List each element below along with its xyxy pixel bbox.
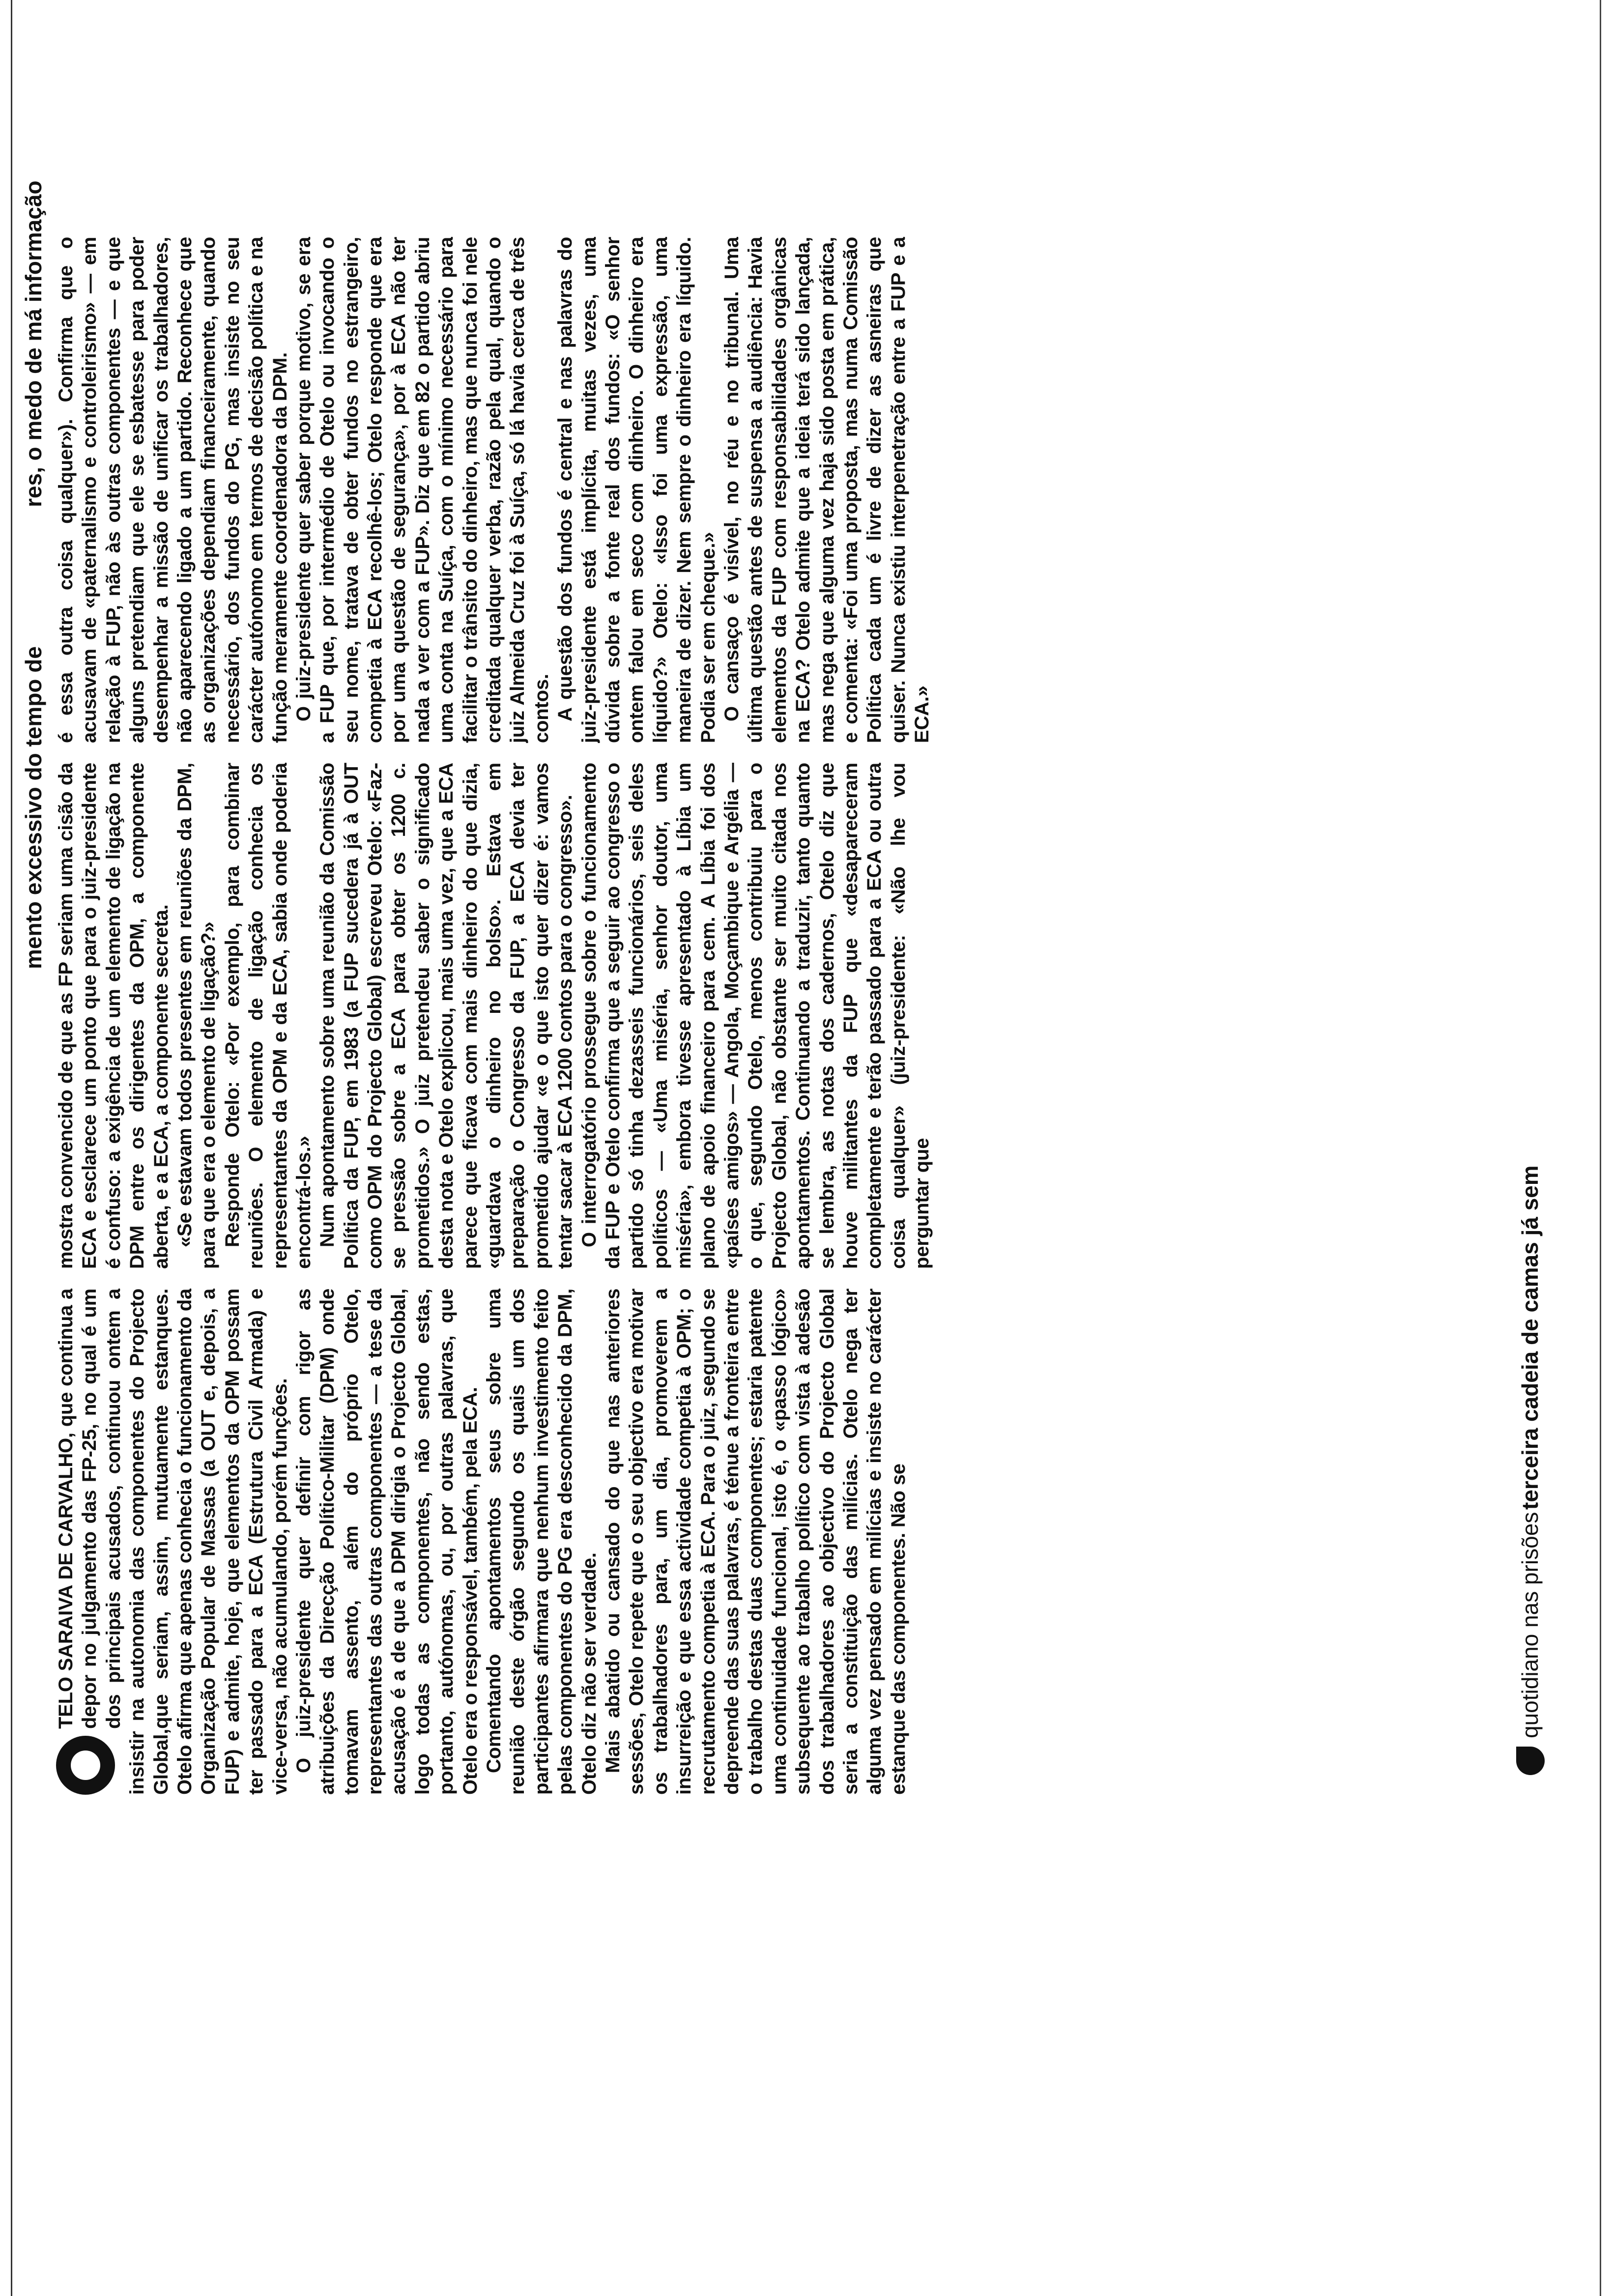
paragraph: A questão dos fundos é central e nas palavras do juiz-presidente está implícita, muitas vezes, uma dúvida sobre a fonte real dos fundos: «O senhor ontem falou em seco com dinheiro. O dinheiro era líquido?» Otelo: «Isso foi uma expressão, uma maneira de dizer. Nem sempre o dinheiro era líquido. Podia ser em cheque.» [554, 237, 719, 743]
paragraph: Num apontamento sobre uma reunião da Comissão Política da FUP, em 1983 (a FUP sucedera já à OUT como OPM do Projecto Global) escreveu Otelo: «Faz-se pressão sobre a ECA para obter os 1200 c. prometidos.» O juiz pretendeu saber o significado desta nota e Otelo explicou, mais uma vez, que a ECA parece que ficava com mais dinheiro do que dizia, «guardava o dinheiro no bolso». Estava em preparação o Congresso da FUP, a ECA devia ter prometido ajudar «e o que isto quer dizer é: vamos tentar sacar à ECA 1200 contos para o congresso». [317, 763, 576, 1269]
paragraph: mostra convencido de que as FP seriam uma cisão da ECA e esclarece um ponto que para o juiz-presidente é confuso: a exigência de um elemento de ligação na DPM entre os dirigentes da OPM, a componente aberta, e a ECA, a componente secreta. [55, 763, 172, 1269]
paragraph: Responde Otelo: «Por exemplo, para combinar reuniões. O elemento de ligação conhecia os representantes da OPM e da ECA, sabia onde poderia encontrá-los.» [221, 763, 315, 1269]
paragraph: é essa outra coisa qualquer»). Confirma que o acusavam de «paternalismo e controleirismo» — em relação à FUP, não às outras componentes — e que alguns pretendiam que ele se esbatesse para poder desempenhar a missão de unificar os trabalhadores, não aparecendo ligado a um partido. Reconhece que as organizações dependiam financeiramente, quando necessário, dos fundos do PG, mas insiste no seu carácter autónomo em termos de decisão política e na função meramente coordenadora da DPM. [55, 237, 291, 743]
article-column-3 [54, 237, 1258, 743]
bottom-rule [1600, 0, 1601, 2296]
header-fragment-c-top: mento excessivo do tempo de [21, 646, 46, 969]
dropcap-o [56, 1736, 115, 1795]
paragraph: «Se estavam todos presentes em reuniões da DPM, para que era o elemento de ligação?» [173, 763, 220, 1269]
paragraph: Comentando apontamentos seus sobre uma reunião deste órgão segundo os quais um dos participantes afirmara que nenhum investimento feito pelas componentes do PG era desconhecido da DPM, Otelo diz não ser verdade. [483, 1289, 600, 1795]
header-fragment-b: terceira cadeia de camas já sem [1517, 1165, 1543, 1510]
paragraph: O juiz-presidente quer saber porque motivo, se era a FUP que, por intermédio de Otelo ou invocando o seu nome, tratava de obter fundos no estrangeiro, competia à ECA recolhê-los; Otelo responde que era por uma questão de segurança», por à ECA não ter nada a ver com a FUP». Diz que em 82 o partido abriu uma conta na Suíça, com o mínimo necessário para facilitar o trânsito do dinheiro, mas que nunca foi nele creditada qualquer verba, razão pela qual, quando o juiz Almeida Cruz foi à Suíça, só lá havia cerca de três contos. [292, 237, 552, 743]
section-logo-mark [1516, 1747, 1545, 1775]
paragraph: Mais abatido ou cansado do que nas anteriores sessões, Otelo repete que o seu objectivo era motivar os trabalhadores para, um dia, promoverem a insurreição e que essa actividade competia à OPM; o recrutamento competia à ECA. Para o juiz, segundo se depreende das suas palavras, é ténue a fronteira entre o trabalho destas duas componentes; estaria patente uma continuidade funcional, isto é, o «passo lógico» subsequente ao trabalho político com vista à adesão dos trabalhadores ao objectivo do Projecto Global seria a constituição das milícias. Otelo nega ter alguma vez pensado em milícias e insiste no carácter estanque das componentes. Não se [602, 1289, 909, 1795]
paragraph: O juiz-presidente quer definir com rigor as atribuições da Direcção Político-Militar (DPM) onde tomavam assento, além do próprio Otelo, representantes das outras componentes — a tese da acusação é a de que a DPM dirigia o Projecto Global, logo todas as componentes, não sendo estas, portanto, autónomas, ou, por outras palavras, que Otelo era o responsável, também, pela ECA. [292, 1289, 481, 1795]
paragraph: TELO SARAIVA DE CARVALHO, que continua a depor no julgamento das FP-25, no qual é um dos principais acusados, continuou ontem a insistir na autonomia das componentes do Projecto Global,que seriam, assim, mutuamente estanques. Otelo afirma que apenas conhecia o funcionamento da Organização Popular de Massas (a OUT e, depois, a FUP) e admite, hoje, que elementos da OPM possam ter passado para a ECA (Estrutura Civil Armada) e vice-versa, não acumulando, porém funções. [55, 1289, 291, 1795]
header-fragment-a: quotidiano nas prisões [1517, 1512, 1543, 1738]
article-column-1 [54, 1289, 1258, 1795]
paragraph: O cansaço é visível, no réu e no tribunal. Uma última questão antes de suspensa a audiência: Havia elementos da FUP com responsabilidades orgânicas na ECA? Otelo admite que a ideia terá sido lançada, mas nega que alguma vez haja sido posta em prática, e comenta: «Foi uma proposta, mas numa Comissão Política cada um é livre de dizer as asneiras que quiser. Nunca existiu interpenetração entre a FUP e a ECA.» [720, 237, 933, 743]
article-column-2 [54, 763, 1258, 1269]
paragraph: O interrogatório prossegue sobre o funcionamento da FUP e Otelo confirma que a seguir ao congresso o partido só tinha dezasseis funcionários, seis deles políticos — «Uma miséria, senhor doutor, uma miséria», embora tivesse apresentado à Líbia um plano de apoio financeiro para cem. A Líbia foi dos «países amigos» — Angola, Moçambique e Argélia — o que, segundo Otelo, menos contribuiu para o Projecto Global, não obstante ser muito citada nos apontamentos. Continuando a traduzir, tanto quanto se lembra, as notas dos cadernos, Otelo diz que houve militantes da FUP que «desapareceram completamente e terão passado para a ECA ou outra coisa qualquer» (juiz-presidente: «Não lhe vou perguntar que [578, 763, 933, 1269]
header-fragment-d: res, o medo de má informação [21, 180, 46, 507]
top-rule [11, 0, 12, 2296]
